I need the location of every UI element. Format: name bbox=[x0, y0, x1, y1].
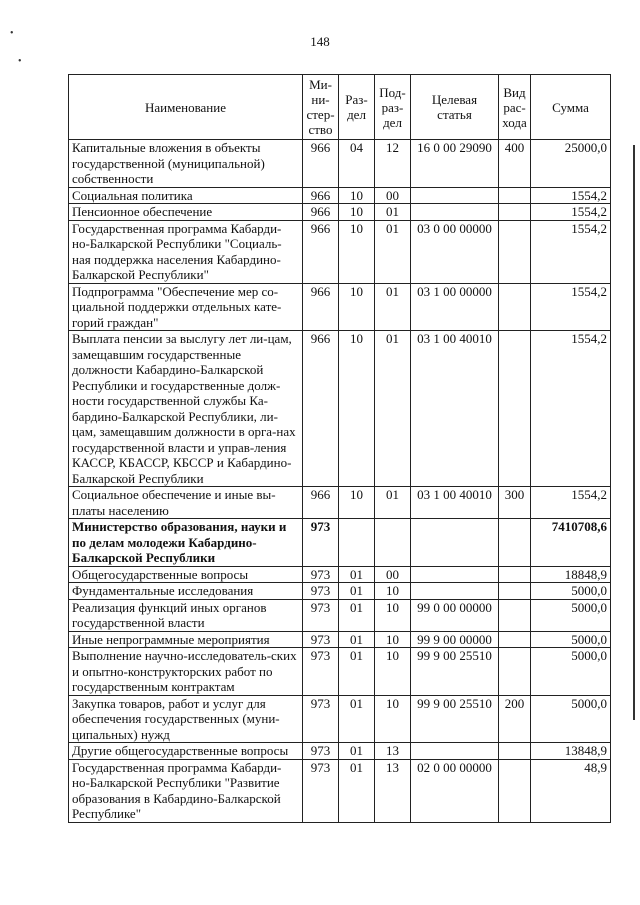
cell-subsection: 10 bbox=[375, 583, 411, 600]
header-expense-type: Вид рас- хода bbox=[499, 75, 531, 140]
cell-amount: 13848,9 bbox=[531, 743, 611, 760]
cell-amount: 1554,2 bbox=[531, 283, 611, 331]
cell-name: Пенсионное обеспечение bbox=[69, 204, 303, 221]
cell-name: Выполнение научно-исследователь-ских и опытно-конструкторских работ по государственным контрактам bbox=[69, 648, 303, 696]
cell-section: 01 bbox=[339, 759, 375, 822]
cell-subsection: 00 bbox=[375, 187, 411, 204]
cell-amount: 18848,9 bbox=[531, 566, 611, 583]
header-subsection: Под- раз- дел bbox=[375, 75, 411, 140]
cell-name: Закупка товаров, работ и услуг для обеспечения государственных (муни-ципальных) нужд bbox=[69, 695, 303, 743]
table-body bbox=[69, 140, 611, 823]
table-row bbox=[69, 566, 611, 583]
cell-amount: 25000,0 bbox=[531, 140, 611, 188]
cell-section: 10 bbox=[339, 204, 375, 221]
cell-expense-type: 400 bbox=[499, 140, 531, 188]
cell-expense-type bbox=[499, 583, 531, 600]
cell-ministry: 966 bbox=[303, 283, 339, 331]
cell-section: 01 bbox=[339, 695, 375, 743]
header-name: Наименование bbox=[69, 75, 303, 140]
cell-amount: 5000,0 bbox=[531, 631, 611, 648]
cell-name: Другие общегосударственные вопросы bbox=[69, 743, 303, 760]
cell-expense-type bbox=[499, 187, 531, 204]
cell-expense-type: 300 bbox=[499, 487, 531, 519]
cell-subsection: 01 bbox=[375, 487, 411, 519]
cell-expense-type bbox=[499, 283, 531, 331]
cell-name: Государственная программа Кабарди-но-Балкарской Республики "Социаль-ная поддержка населения Кабардино-Балкарской Республики" bbox=[69, 220, 303, 283]
cell-expense-type bbox=[499, 631, 531, 648]
cell-expense-type bbox=[499, 331, 531, 487]
cell-ministry: 973 bbox=[303, 759, 339, 822]
cell-amount: 48,9 bbox=[531, 759, 611, 822]
cell-amount: 5000,0 bbox=[531, 695, 611, 743]
table-header-row bbox=[69, 75, 611, 140]
cell-target bbox=[411, 583, 499, 600]
cell-expense-type: 200 bbox=[499, 695, 531, 743]
cell-ministry: 966 bbox=[303, 204, 339, 221]
cell-target bbox=[411, 519, 499, 567]
cell-target bbox=[411, 566, 499, 583]
table-row bbox=[69, 648, 611, 696]
cell-section: 01 bbox=[339, 599, 375, 631]
cell-ministry: 973 bbox=[303, 695, 339, 743]
cell-target: 99 0 00 00000 bbox=[411, 599, 499, 631]
header-section: Раз- дел bbox=[339, 75, 375, 140]
cell-expense-type bbox=[499, 519, 531, 567]
cell-expense-type bbox=[499, 648, 531, 696]
budget-table bbox=[68, 74, 611, 823]
table-row bbox=[69, 187, 611, 204]
cell-name: Фундаментальные исследования bbox=[69, 583, 303, 600]
table-row bbox=[69, 220, 611, 283]
cell-target: 02 0 00 00000 bbox=[411, 759, 499, 822]
cell-section: 01 bbox=[339, 583, 375, 600]
cell-target bbox=[411, 204, 499, 221]
cell-target: 03 1 00 40010 bbox=[411, 487, 499, 519]
cell-section: 10 bbox=[339, 331, 375, 487]
cell-target: 03 1 00 40010 bbox=[411, 331, 499, 487]
cell-ministry: 966 bbox=[303, 487, 339, 519]
cell-name: Выплата пенсии за выслугу лет ли-цам, замещавшим государственные должности Кабардино-Балкарской Республики и государственные долж-ности государственной службы Ка-бардино-Балкарской Республики, ли-цам, замещавшим должности в орга-нах государственной власти и управ-ления КАССР, КБАССР, КБССР и Кабардино-Балкарской Республики bbox=[69, 331, 303, 487]
cell-amount: 7410708,6 bbox=[531, 519, 611, 567]
header-ministry: Ми- ни- стер- ство bbox=[303, 75, 339, 140]
cell-ministry: 966 bbox=[303, 220, 339, 283]
table-row bbox=[69, 204, 611, 221]
cell-subsection: 12 bbox=[375, 140, 411, 188]
cell-subsection: 10 bbox=[375, 695, 411, 743]
cell-subsection: 10 bbox=[375, 599, 411, 631]
table-row bbox=[69, 140, 611, 188]
cell-name: Общегосударственные вопросы bbox=[69, 566, 303, 583]
cell-ministry: 973 bbox=[303, 519, 339, 567]
page-number: 148 bbox=[310, 34, 330, 49]
cell-name: Социальное обеспечение и иные вы-платы населению bbox=[69, 487, 303, 519]
cell-ministry: 973 bbox=[303, 566, 339, 583]
cell-ministry: 973 bbox=[303, 648, 339, 696]
table-row bbox=[69, 583, 611, 600]
cell-ministry: 966 bbox=[303, 187, 339, 204]
cell-target: 99 9 00 00000 bbox=[411, 631, 499, 648]
cell-expense-type bbox=[499, 220, 531, 283]
cell-name: Капитальные вложения в объекты государственной (муниципальной) собственности bbox=[69, 140, 303, 188]
scan-mark: • bbox=[10, 28, 14, 39]
cell-section: 10 bbox=[339, 283, 375, 331]
table-row bbox=[69, 695, 611, 743]
cell-ministry: 973 bbox=[303, 743, 339, 760]
cell-amount: 1554,2 bbox=[531, 487, 611, 519]
cell-amount: 1554,2 bbox=[531, 204, 611, 221]
scan-mark: • bbox=[18, 56, 22, 67]
cell-expense-type bbox=[499, 743, 531, 760]
table-row bbox=[69, 599, 611, 631]
cell-expense-type bbox=[499, 204, 531, 221]
cell-name: Подпрограмма "Обеспечение мер со-циальной поддержки отдельных кате-горий граждан" bbox=[69, 283, 303, 331]
cell-name: Иные непрограммные мероприятия bbox=[69, 631, 303, 648]
cell-amount: 1554,2 bbox=[531, 220, 611, 283]
cell-amount: 1554,2 bbox=[531, 187, 611, 204]
cell-amount: 5000,0 bbox=[531, 599, 611, 631]
cell-target: 99 9 00 25510 bbox=[411, 648, 499, 696]
table-row bbox=[69, 743, 611, 760]
cell-section bbox=[339, 519, 375, 567]
cell-subsection: 00 bbox=[375, 566, 411, 583]
cell-subsection: 13 bbox=[375, 759, 411, 822]
cell-section: 10 bbox=[339, 220, 375, 283]
cell-section: 01 bbox=[339, 631, 375, 648]
cell-expense-type bbox=[499, 599, 531, 631]
cell-subsection bbox=[375, 519, 411, 567]
cell-name: Государственная программа Кабарди-но-Балкарской Республики "Развитие образования в Кабардино-Балкарской Республике" bbox=[69, 759, 303, 822]
cell-target: 16 0 00 29090 bbox=[411, 140, 499, 188]
cell-subsection: 01 bbox=[375, 204, 411, 221]
header-target: Целевая статья bbox=[411, 75, 499, 140]
cell-target: 99 9 00 25510 bbox=[411, 695, 499, 743]
cell-name: Реализация функций иных органов государственной власти bbox=[69, 599, 303, 631]
table-row bbox=[69, 759, 611, 822]
cell-subsection: 10 bbox=[375, 648, 411, 696]
cell-section: 01 bbox=[339, 566, 375, 583]
cell-ministry: 973 bbox=[303, 599, 339, 631]
cell-amount: 1554,2 bbox=[531, 331, 611, 487]
cell-name: Министерство образования, науки и по делам молодежи Кабардино-Балкарской Республики bbox=[69, 519, 303, 567]
header-amount: Сумма bbox=[531, 75, 611, 140]
table-row bbox=[69, 331, 611, 487]
table-row bbox=[69, 519, 611, 567]
cell-ministry: 973 bbox=[303, 583, 339, 600]
cell-amount: 5000,0 bbox=[531, 648, 611, 696]
cell-section: 10 bbox=[339, 187, 375, 204]
cell-subsection: 13 bbox=[375, 743, 411, 760]
cell-ministry: 973 bbox=[303, 631, 339, 648]
cell-target: 03 1 00 00000 bbox=[411, 283, 499, 331]
cell-subsection: 01 bbox=[375, 220, 411, 283]
cell-section: 04 bbox=[339, 140, 375, 188]
cell-target bbox=[411, 743, 499, 760]
cell-subsection: 10 bbox=[375, 631, 411, 648]
margin-line bbox=[633, 145, 635, 720]
cell-subsection: 01 bbox=[375, 331, 411, 487]
cell-target bbox=[411, 187, 499, 204]
cell-expense-type bbox=[499, 759, 531, 822]
table-row bbox=[69, 487, 611, 519]
cell-subsection: 01 bbox=[375, 283, 411, 331]
cell-ministry: 966 bbox=[303, 331, 339, 487]
table-row bbox=[69, 283, 611, 331]
cell-section: 01 bbox=[339, 648, 375, 696]
cell-section: 01 bbox=[339, 743, 375, 760]
cell-section: 10 bbox=[339, 487, 375, 519]
cell-expense-type bbox=[499, 566, 531, 583]
cell-amount: 5000,0 bbox=[531, 583, 611, 600]
cell-target: 03 0 00 00000 bbox=[411, 220, 499, 283]
table-row bbox=[69, 631, 611, 648]
cell-name: Социальная политика bbox=[69, 187, 303, 204]
cell-ministry: 966 bbox=[303, 140, 339, 188]
